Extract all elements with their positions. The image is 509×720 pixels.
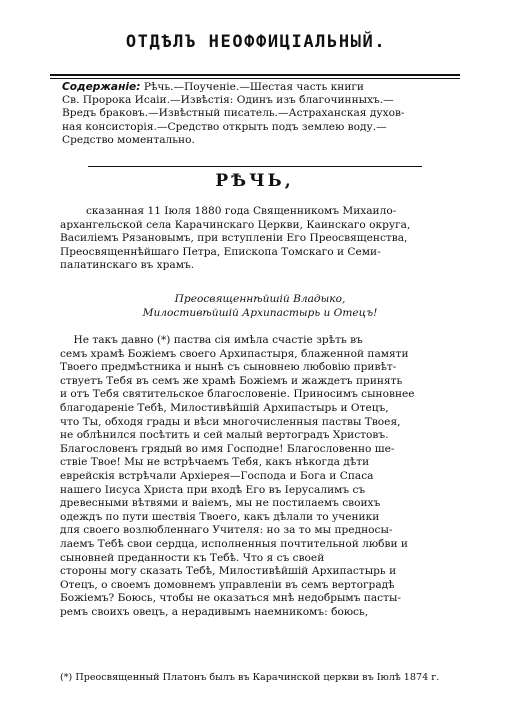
- contents-line: Св. Пророка Исаіи.—Извѣстія: Одинъ изъ благочинныхъ.—: [62, 94, 394, 107]
- contents-label: Содержаніе:: [62, 81, 141, 93]
- footnote: (*) Преосвященный Платонъ былъ въ Карачинской церкви въ Іюлѣ 1874 г.: [60, 672, 440, 683]
- contents-line: Вредъ браковъ.—Извѣстный писатель.—Астраханская духов-: [62, 107, 405, 120]
- body-line: для своего возлюбленнаго Учителя: но за то мы предносы-: [60, 524, 393, 537]
- body-line: Не такъ давно (*) паства сія имѣла счастіе зрѣть въ: [60, 334, 363, 346]
- speech-body: [60, 334, 460, 619]
- salutation: [60, 292, 460, 320]
- heading-rule-thin: [50, 78, 460, 79]
- body-line: благодареніе Тебѣ, Милостивѣйшій Архипастырь и Отецъ,: [60, 401, 389, 414]
- body-line: ствіе Твое! Мы не встрѣчаемъ Тебя, какъ нѣкогда дѣти: [60, 456, 370, 469]
- body-line: одеждъ по пути шествія Твоего, какъ дѣлали то ученики: [60, 510, 380, 523]
- contents-divider: [88, 166, 422, 167]
- body-line: Благословенъ грядый во имя Господне! Благословенно ше-: [60, 442, 395, 455]
- intro-line: Преосвященнѣйшаго Петра, Епископа Томскаго и Семи-: [60, 245, 381, 258]
- body-line: ремъ своихъ овецъ, а нерадивымъ наемникомъ: боюсь,: [60, 605, 369, 618]
- body-line: нашего Іисуса Христа при входѣ Его въ Іерусалимъ съ: [60, 483, 366, 496]
- intro-line: Василіемъ Рязановымъ, при вступленіи Его Преосвященства,: [60, 232, 408, 245]
- body-line: сыновней преданности къ Тебѣ. Что я съ своей: [60, 551, 325, 564]
- body-line: стороны могу сказать Тебѣ, Милостивѣйшій Архипастырь и: [60, 565, 397, 578]
- body-line: Твоего предмѣстника и нынѣ съ сыновнею любовію привѣт-: [60, 361, 397, 374]
- contents-line: ная консисторія.—Средство открыть подъ землею воду.—: [62, 120, 387, 133]
- body-line: что Ты, обходя грады и вѣси многочисленныя паствы Твоея,: [60, 415, 401, 428]
- intro-line: палатинскаго въ храмъ.: [60, 259, 195, 272]
- heading-rule-thick: [50, 74, 460, 76]
- speech-title: РѢЧЬ,: [215, 171, 294, 191]
- contents-line: [62, 81, 462, 94]
- salutation-line: Милостивѣйшій Архипастырь и Отецъ!: [142, 307, 378, 319]
- body-line: семъ храмѣ Божіемъ своего Архипастыря, блаженной памяти: [60, 347, 409, 360]
- speech-intro: [60, 205, 460, 273]
- table-of-contents: [62, 81, 462, 147]
- body-line: не облѣнился посѣтить и сей малый вертоградъ Христовъ.: [60, 429, 389, 442]
- body-line: еврейскія встрѣчали Архіерея—Господа и Бога и Спаса: [60, 469, 374, 482]
- body-line: Божіемъ? Боюсь, чтобы не оказаться мнѣ недобрымъ пасты-: [60, 592, 401, 605]
- body-line: лаемъ Тебѣ свои сердца, исполненныя почтительной любви и: [60, 537, 408, 550]
- contents-text: Рѣчь.—Поученіе.—Шестая часть книги: [140, 81, 364, 93]
- intro-line: сказанная 11 Іюля 1880 года Священникомъ Михаило-: [86, 205, 397, 217]
- salutation-line: Преосвященнѣйшій Владыко,: [174, 293, 346, 305]
- body-line: древесными вѣтвями и ваіемъ, мы не постилаемъ своихъ: [60, 497, 381, 510]
- body-line: Отецъ, о своемъ домовнемъ управленіи въ семъ вертоградѣ: [60, 578, 395, 591]
- body-line: и отъ Тебя святительское благословеніе. Приносимъ сыновнее: [60, 388, 415, 401]
- intro-line: архангельской села Карачинскаго Церкви, Каинскаго округа,: [60, 218, 411, 231]
- contents-line: Средство моментально.: [62, 133, 195, 146]
- body-line: ствуетъ Тебя въ семъ же храмѣ Божіемъ и жаждетъ принять: [60, 374, 403, 387]
- section-heading: ОТДѢЛЪ НЕОФФИЦІАЛЬНЫЙ.: [125, 32, 387, 52]
